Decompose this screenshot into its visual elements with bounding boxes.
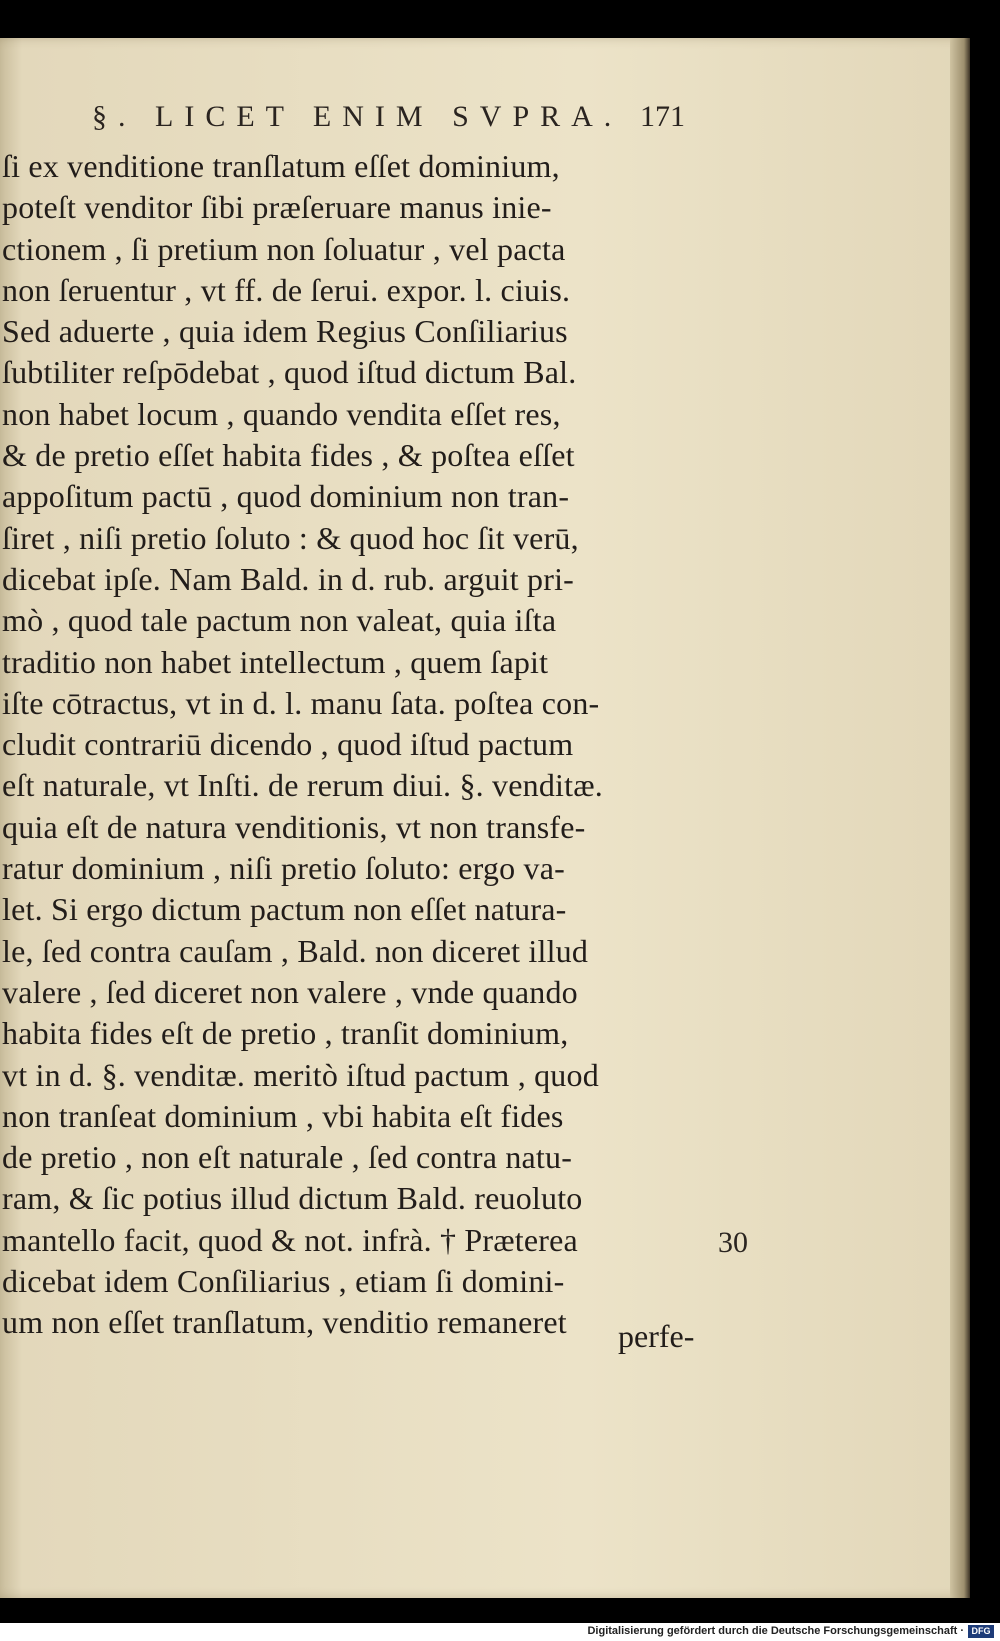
catchword: perfe- bbox=[618, 1318, 695, 1354]
digitization-credit: Digitalisierung gefördert durch die Deutsche Forschungsgemeinschaft · bbox=[587, 1625, 964, 1637]
text-line: non habet locum , quando vendita eſſet res, bbox=[2, 395, 561, 432]
text-line: de pretio , non eſt naturale , ſed contra natu- bbox=[2, 1139, 573, 1176]
page-number: 171 bbox=[640, 100, 685, 133]
text-line: non tranſeat dominium , vbi habita eſt fides bbox=[2, 1097, 564, 1134]
text-line: dicebat ipſe. Nam Bald. in d. rub. arguit pri- bbox=[2, 560, 575, 597]
text-line: quia eſt de natura venditionis, vt non transfe- bbox=[2, 808, 586, 845]
text-line: let. Si ergo dictum pactum non eſſet natura- bbox=[2, 891, 567, 928]
text-line: Sed aduerte , quia idem Regius Conſiliarius bbox=[2, 313, 568, 350]
text-line: ſi ex venditione tranſlatum eſſet dominium, bbox=[2, 148, 560, 184]
body-text bbox=[2, 146, 702, 1344]
text-line: um non eſſet tranſlatum, venditio remaneret bbox=[2, 1304, 567, 1341]
text-line: cludit contrariū dicendo , quod iſtud pactum bbox=[2, 726, 574, 763]
text-line: poteſt venditor ſibi præſeruare manus inie- bbox=[2, 189, 552, 226]
text-line: le, ſed contra cauſam , Bald. non diceret illud bbox=[2, 932, 589, 969]
text-line: habita fides eſt de pretio , tranſit dominium, bbox=[2, 1015, 569, 1052]
page-edge bbox=[950, 38, 970, 1598]
text-line: ſiret , niſi pretio ſoluto : & quod hoc ſit verū, bbox=[2, 519, 579, 556]
text-line: eſt naturale, vt Inſti. de rerum diui. §. venditæ. bbox=[2, 767, 603, 804]
text-line: ram, & ſic potius illud dictum Bald. reuoluto bbox=[2, 1180, 583, 1217]
running-head: §. LICET ENIM SVPRA. bbox=[92, 100, 623, 133]
dfg-logo-icon: DFG bbox=[968, 1625, 994, 1638]
marginal-number: 30 bbox=[718, 1226, 748, 1259]
text-line: vt in d. §. venditæ. meritò iſtud pactum , quod bbox=[2, 1056, 599, 1093]
text-line: ratur dominium , niſi pretio ſoluto: ergo va- bbox=[2, 850, 565, 887]
text-line: mò , quod tale pactum non valeat, quia iſta bbox=[2, 602, 557, 639]
text-line: appoſitum pactū , quod dominium non tran- bbox=[2, 478, 570, 515]
text-line: valere , ſed diceret non valere , vnde quando bbox=[2, 973, 578, 1010]
text-line: dicebat idem Conſiliarius , etiam ſi domini- bbox=[2, 1263, 565, 1300]
text-line: mantello facit, quod & not. infrà. † Præterea bbox=[2, 1221, 578, 1258]
page-header bbox=[92, 100, 692, 140]
text-line: traditio non habet intellectum , quem ſapit bbox=[2, 643, 549, 680]
text-line: non ſeruentur , vt ff. de ſerui. expor. l. ciuis. bbox=[2, 271, 571, 308]
text-line: & de pretio eſſet habita fides , & poſtea eſſet bbox=[2, 437, 575, 474]
text-line: iſte cōtractus, vt in d. l. manu ſata. poſtea con- bbox=[2, 684, 600, 721]
text-line: ſubtiliter reſpōdebat , quod iſtud dictum Bal. bbox=[2, 354, 577, 391]
text-line: ctionem , ſi pretium non ſoluatur , vel pacta bbox=[2, 230, 566, 267]
